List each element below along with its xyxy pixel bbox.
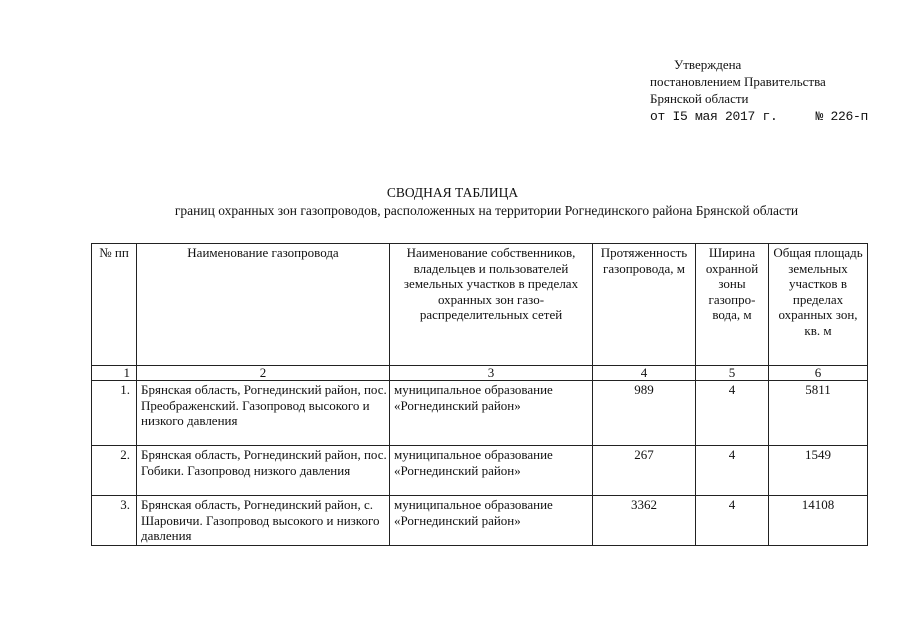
header-col-width: Ширина охранной зоны газопро-вода, м <box>696 244 769 366</box>
pipeline-length: 267 <box>593 446 696 496</box>
pipeline-name: Брянская область, Рогнединский район, пос. Гобики. Газопровод низкого давления <box>137 446 390 496</box>
pipeline-length: 989 <box>593 381 696 446</box>
owner-name: муниципальное образование «Рогнединский район» <box>390 496 593 546</box>
row-number: 3. <box>92 496 137 546</box>
owner-name: муниципальное образование «Рогнединский район» <box>390 446 593 496</box>
row-number: 2. <box>92 446 137 496</box>
pipeline-length: 3362 <box>593 496 696 546</box>
zone-width: 4 <box>696 496 769 546</box>
header-col-number: № пп <box>92 244 137 366</box>
pipeline-name: Брянская область, Рогнединский район, пос. Преображенский. Газопровод высокого и низкого давления <box>137 381 390 446</box>
header-col-pipeline: Наименование газопровода <box>137 244 390 366</box>
approval-date-line <box>650 107 868 125</box>
row-number: 1. <box>92 381 137 446</box>
zone-width: 4 <box>696 381 769 446</box>
approval-block <box>650 56 868 125</box>
column-number: 4 <box>593 366 696 381</box>
table-row <box>92 446 868 496</box>
zone-area: 14108 <box>769 496 868 546</box>
zone-area: 5811 <box>769 381 868 446</box>
document-subtitle: границ охранных зон газопроводов, расположенных на территории Рогнединского района Брянской области <box>174 203 799 218</box>
column-number: 5 <box>696 366 769 381</box>
column-number: 6 <box>769 366 868 381</box>
table-row <box>92 496 868 546</box>
column-number: 1 <box>92 366 137 381</box>
approval-line-1: Утверждена <box>674 57 742 72</box>
header-col-owner: Наименование собственников, владельцев и пользователей земельных участков в пределах охранных зон газо-распределительных сетей <box>390 244 593 366</box>
column-number: 3 <box>390 366 593 381</box>
document-title-block <box>0 184 905 220</box>
approval-line-2: постановлением Правительства <box>650 74 826 89</box>
owner-name: муниципальное образование «Рогнединский район» <box>390 381 593 446</box>
approval-date: от I5 мая 2017 г. <box>650 109 778 124</box>
header-col-area: Общая площадь земельных участков в пределах охранных зон, кв. м <box>769 244 868 366</box>
header-col-length: Протяженность газопровода, м <box>593 244 696 366</box>
column-number-row <box>92 366 868 381</box>
approval-line-3: Брянской области <box>650 91 749 106</box>
document-title: СВОДНАЯ ТАБЛИЦА <box>386 185 519 200</box>
zone-area: 1549 <box>769 446 868 496</box>
column-number: 2 <box>137 366 390 381</box>
table-header-row <box>92 244 868 366</box>
zone-width: 4 <box>696 446 769 496</box>
pipeline-name: Брянская область, Рогнединский район, с. Шаровичи. Газопровод высокого и низкого давления <box>137 496 390 546</box>
approval-number: № 226-п <box>815 109 869 124</box>
summary-table <box>91 243 868 546</box>
table-row <box>92 381 868 446</box>
